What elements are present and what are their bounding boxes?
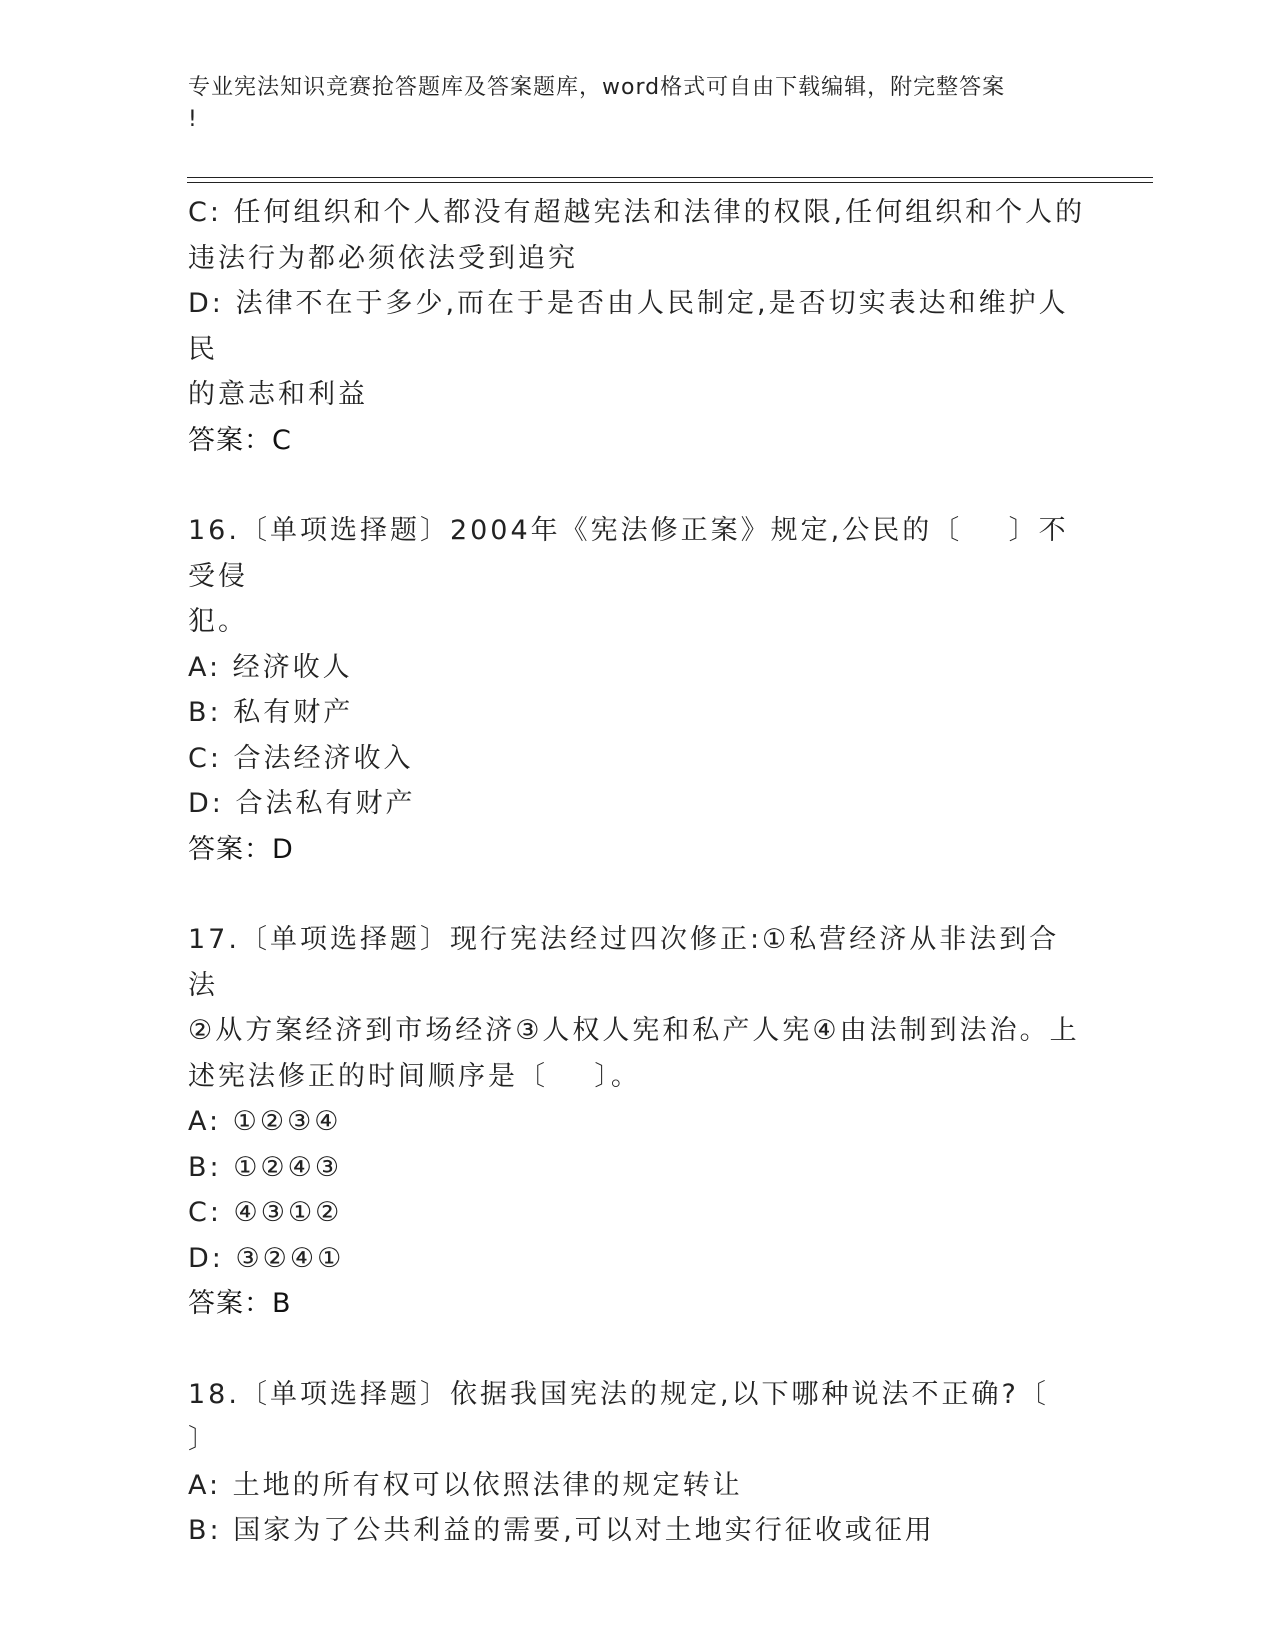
question-stem-line-1: 17.〔单项选择题〕现行宪法经过四次修正:①私营经济从非法到合法 — [188, 924, 1060, 1001]
document-header — [188, 72, 1068, 136]
spacer — [188, 872, 1088, 917]
question-list — [188, 190, 1088, 1554]
option-d: D: 合法私有财产 — [188, 788, 416, 819]
option-b: B: ①②④③ — [188, 1151, 343, 1183]
option-c: C: 合法经济收入 — [188, 742, 414, 774]
option-d-line-1: D: 法律不在于多少,而在于是否由人民制定,是否切实表达和维护人民 — [188, 288, 1069, 365]
question-15 — [188, 190, 1088, 463]
question-stem-line-2: 〕 — [188, 1424, 218, 1455]
question-stem-line-3: 述宪法修正的时间顺序是〔 〕。 — [188, 1060, 641, 1092]
option-b: B: 国家为了公共利益的需要,可以对土地实行征收或征用 — [188, 1515, 935, 1546]
option-a: A: 经济收人 — [188, 651, 353, 683]
option-d: D: ③②④① — [188, 1242, 345, 1274]
question-16 — [188, 508, 1088, 872]
question-stem-line-2: 犯。 — [188, 606, 248, 637]
option-c-line-2: 违法行为都必须依法受到追究 — [188, 242, 578, 274]
option-a: A: ①②③④ — [188, 1106, 342, 1137]
option-d-line-2: 的意志和利益 — [188, 379, 368, 410]
answer-line: 答案：D — [188, 833, 294, 865]
answer-line: 答案：C — [188, 424, 292, 456]
header-divider-top — [187, 177, 1153, 178]
spacer — [188, 463, 1088, 508]
option-a: A: 土地的所有权可以依照法律的规定转让 — [188, 1469, 743, 1501]
question-18 — [188, 1372, 1088, 1554]
header-divider-bottom — [187, 182, 1153, 183]
header-title-line-continued: ! — [188, 107, 198, 132]
question-stem-line-1: 18.〔单项选择题〕依据我国宪法的规定,以下哪种说法不正确?〔 — [188, 1378, 1049, 1410]
question-stem-line-2: ②从方案经济到市场经济③人权人宪和私产人宪④由法制到法治。上 — [188, 1015, 1080, 1046]
option-c-line-1: C: 任何组织和个人都没有超越宪法和法律的权限,任何组织和个人的 — [188, 197, 1086, 228]
option-c: C: ④③①② — [188, 1197, 343, 1228]
question-stem-line-1: 16.〔单项选择题〕2004年《宪法修正案》规定,公民的〔 〕不受侵 — [188, 515, 1069, 592]
answer-line: 答案：B — [188, 1288, 292, 1319]
option-b: B: 私有财产 — [188, 697, 354, 728]
header-title-line: 专业宪法知识竞赛抢答题库及答案题库，word格式可自由下载编辑，附完整答案 — [188, 75, 1006, 100]
spacer — [188, 1327, 1088, 1372]
question-17 — [188, 917, 1088, 1327]
